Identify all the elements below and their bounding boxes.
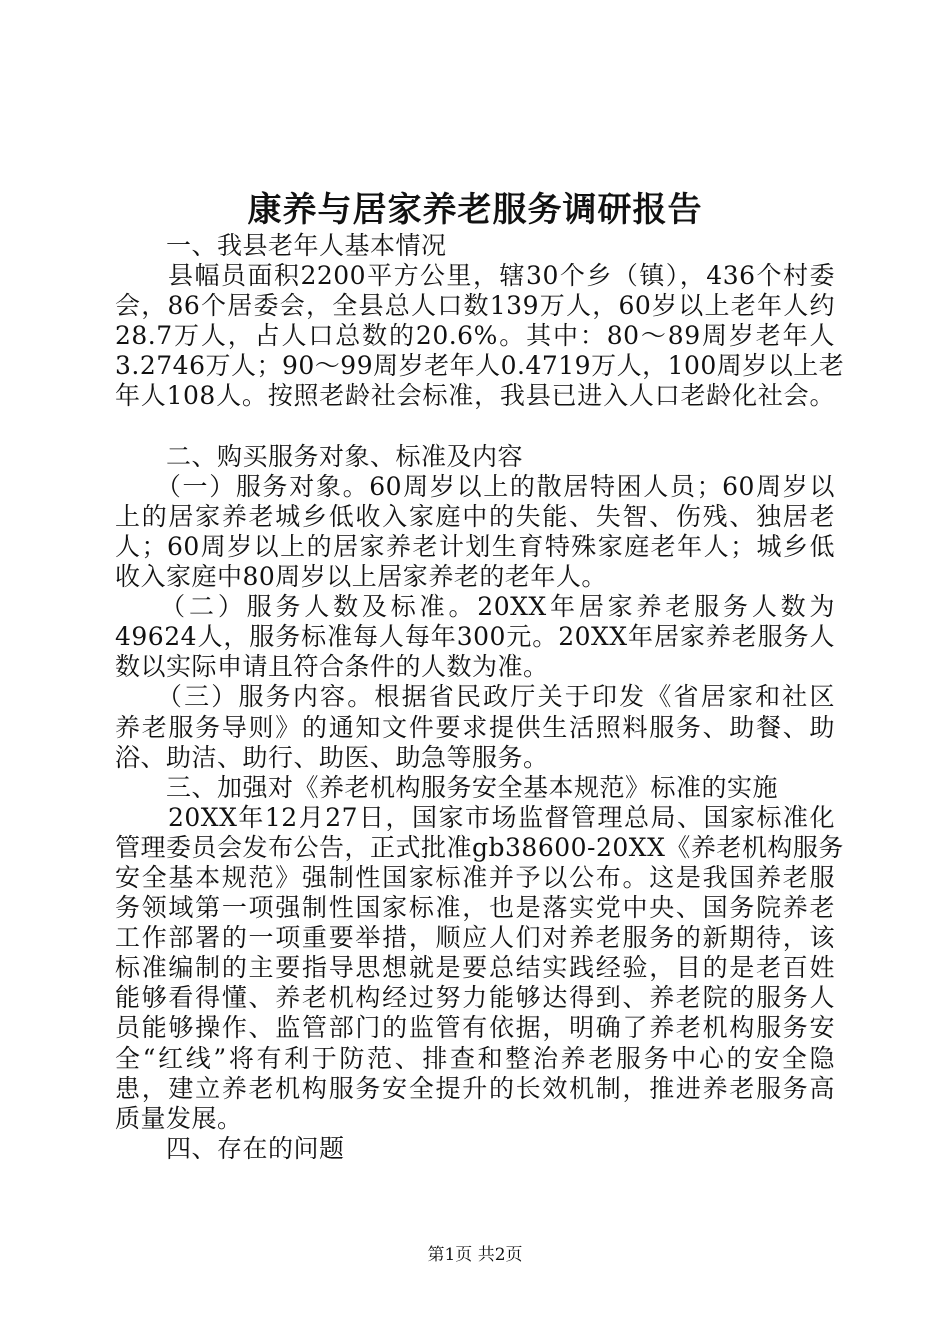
body-line: 28.7万人，占人口总数的20.6%。其中：80～89周岁老年人 (115, 321, 835, 351)
body-line: 县幅员面积2200平方公里，辖30个乡（镇），436个村委 (115, 261, 835, 291)
body-line: （一）服务对象。60周岁以上的散居特困人员；60周岁以 (115, 471, 835, 501)
blank-line (115, 412, 835, 442)
body-line: 20XX年12月27日，国家市场监督管理总局、国家标准化 (115, 802, 835, 832)
document-body (115, 231, 845, 1164)
body-line: 收入家庭中80周岁以上居家养老的老年人。 (115, 562, 607, 592)
section-heading-1: 一、我县老年人基本情况 (115, 231, 447, 260)
body-line: 49624人，服务标准每人每年300元。20XX年居家养老服务人 (115, 622, 835, 652)
body-line: 患，建立养老机构服务安全提升的长效机制，推进养老服务高 (115, 1073, 835, 1103)
body-line: 会，86个居委会，全县总人口数139万人，60岁以上老年人约 (115, 291, 835, 321)
body-line: 安全基本规范》强制性国家标准并予以公布。这是我国养老服 (115, 862, 835, 892)
body-line: 质量发展。 (115, 1103, 243, 1133)
body-line: 年人108人。按照老龄社会标准，我县已进入人口老龄化社会。 (115, 381, 835, 411)
body-line: 务领域第一项强制性国家标准，也是落实党中央、国务院养老 (115, 893, 835, 923)
body-line: 标准编制的主要指导思想就是要总结实践经验，目的是老百姓 (115, 953, 835, 983)
body-line: 工作部署的一项重要举措，顺应人们对养老服务的新期待，该 (115, 923, 835, 953)
page-number-footer: 第1页 共2页 (427, 1245, 523, 1265)
body-line: 全“红线”将有利于防范、排查和整治养老服务中心的安全隐 (115, 1043, 835, 1073)
body-line: （二）服务人数及标准。20XX年居家养老服务人数为 (115, 592, 835, 622)
body-line: 员能够操作、监管部门的监管有依据，明确了养老机构服务安 (115, 1013, 835, 1043)
section-heading-3: 三、加强对《养老机构服务安全基本规范》标准的实施 (115, 772, 779, 802)
section-heading-4: 四、存在的问题 (115, 1133, 345, 1163)
body-line: 数以实际申请且符合条件的人数为准。 (115, 652, 549, 682)
body-line: 人；60周岁以上的居家养老计划生育特殊家庭老年人；城乡低 (115, 531, 835, 561)
body-line: 3.2746万人；90～99周岁老年人0.4719万人，100周岁以上老 (115, 351, 845, 381)
body-line: 养老服务导则》的通知文件要求提供生活照料服务、助餐、助 (115, 712, 835, 742)
body-line: 管理委员会发布公告，正式批准gb38600-20XX《养老机构服务 (115, 832, 844, 862)
section-heading-2: 二、购买服务对象、标准及内容 (115, 441, 524, 471)
body-line: 浴、助洁、助行、助医、助急等服务。 (115, 742, 549, 772)
body-line: （三）服务内容。根据省民政厅关于印发《省居家和社区 (115, 682, 835, 712)
document-title: 康养与居家养老服务调研报告 (247, 190, 703, 230)
body-line: 上的居家养老城乡低收入家庭中的失能、失智、伤残、独居老 (115, 501, 835, 531)
body-line: 能够看得懂、养老机构经过努力能够达得到、养老院的服务人 (115, 983, 835, 1013)
